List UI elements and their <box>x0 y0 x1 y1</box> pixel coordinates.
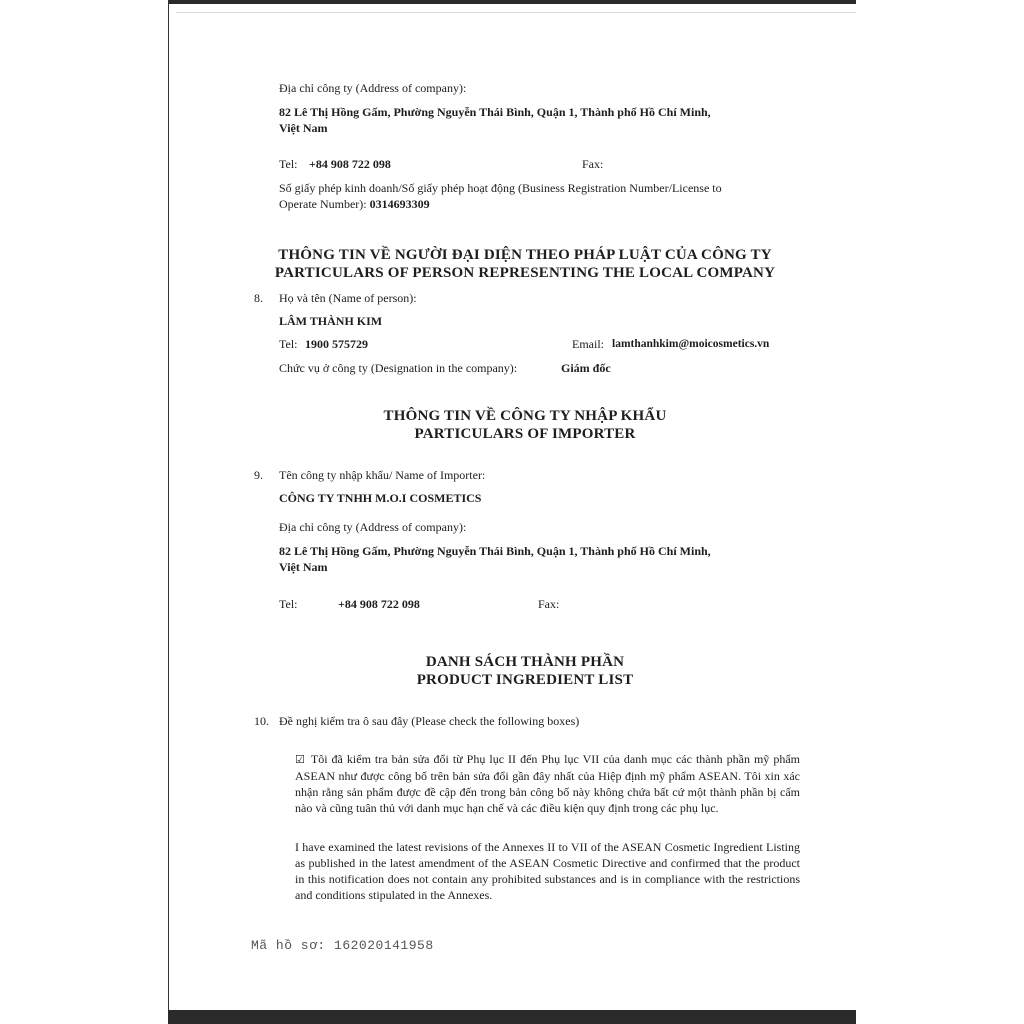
representative-email-label: Email: <box>572 337 604 351</box>
importer-address-line1: 82 Lê Thị Hồng Gấm, Phường Nguyễn Thái Bình, Quận 1, Thành phố Hồ Chí Minh, <box>279 544 711 558</box>
representative-name-value: LÂM THÀNH KIM <box>279 314 383 328</box>
importer-address-label: Địa chỉ công ty (Address of company): <box>279 520 467 534</box>
ingredients-declaration-vi <box>295 751 800 816</box>
representative-designation-value: Giám đốc <box>561 361 611 375</box>
representative-heading-vi: THÔNG TIN VỀ NGƯỜI ĐẠI DIỆN THEO PHÁP LUẬT CỦA CÔNG TY <box>278 247 772 263</box>
representative-name-label: Họ và tên (Name of person): <box>279 291 417 305</box>
representative-tel-label: Tel: <box>279 337 298 351</box>
importer-tel-label: Tel: <box>279 597 298 611</box>
importer-name-label: Tên công ty nhập khẩu/ Name of Importer: <box>279 468 486 482</box>
representative-heading-en: PARTICULARS OF PERSON REPRESENTING THE LOCAL COMPANY <box>274 265 776 281</box>
importer-name-value: CÔNG TY TNHH M.O.I COSMETICS <box>279 491 482 505</box>
left-margin <box>0 0 168 1024</box>
bottom-edge <box>168 1010 856 1024</box>
ingredients-declaration-vi-text: Tôi đã kiểm tra bản sửa đổi từ Phụ lục II đến Phụ lục VII của danh mục các thành phần mỹ phẩm ASEAN như được công bố trên bản sửa đổi gần đây nhất của Hiệp định mỹ phẩm ASEAN. Tôi xin xác nhận rằng sản phẩm được đề cập đến trong bản công bố này không chứa bất cứ một thành phần bị cấm nào và cũng tuân thủ với danh mục hạn chế và các điều kiện quy định trong các phụ lục. <box>295 752 800 815</box>
item-number-8: 8. <box>254 291 263 305</box>
company-tel-label: Tel: <box>279 157 298 171</box>
ingredients-heading-vi: DANH SÁCH THÀNH PHẦN <box>425 654 625 670</box>
top-rule <box>176 12 856 13</box>
company-address-line1: 82 Lê Thị Hồng Gấm, Phường Nguyễn Thái Bình, Quận 1, Thành phố Hồ Chí Minh, <box>279 105 711 119</box>
company-fax-label: Fax: <box>582 157 604 171</box>
top-edge <box>168 0 856 4</box>
page-edge <box>168 0 169 1010</box>
item-number-9: 9. <box>254 468 263 482</box>
company-tel-value: +84 908 722 098 <box>309 157 391 171</box>
ingredients-heading-en: PRODUCT INGREDIENT LIST <box>416 672 634 688</box>
right-margin <box>856 0 1024 1024</box>
company-license-label: Operate Number): <box>279 197 367 211</box>
company-address-label: Địa chỉ công ty (Address of company): <box>279 81 467 95</box>
checkbox-checked-icon[interactable]: ☑ <box>295 753 305 766</box>
ingredients-declaration-en: I have examined the latest revisions of the Annexes II to VII of the ASEAN Cosmetic Ingredient Listing as published in the latest amendment of the ASEAN Cosmetic Directive and confirmed that the product in this notification does not contain any prohibited substances and is in compliance with the restrictions and conditions stipulated in the Annexes. <box>295 840 800 902</box>
ingredients-instruction: Đề nghị kiểm tra ô sau đây (Please check the following boxes) <box>279 714 580 728</box>
company-license-line1: Số giấy phép kinh doanh/Số giấy phép hoạt động (Business Registration Number/License to <box>279 181 722 195</box>
importer-tel-value: +84 908 722 098 <box>338 597 420 611</box>
company-license-line2 <box>279 196 430 212</box>
company-license-value: 0314693309 <box>369 197 430 211</box>
importer-heading-en: PARTICULARS OF IMPORTER <box>414 426 636 442</box>
representative-email-value: lamthanhkim@moicosmetics.vn <box>612 338 770 350</box>
company-address-line2: Việt Nam <box>279 121 328 135</box>
file-code: Mã hồ sơ: 162020141958 <box>251 938 434 953</box>
importer-fax-label: Fax: <box>538 597 560 611</box>
item-number-10: 10. <box>254 714 269 728</box>
representative-designation-label: Chức vụ ở công ty (Designation in the company): <box>279 361 518 375</box>
importer-heading-vi: THÔNG TIN VỀ CÔNG TY NHẬP KHẨU <box>383 408 667 424</box>
representative-tel-value: 1900 575729 <box>305 337 368 351</box>
importer-address-line2: Việt Nam <box>279 560 328 574</box>
